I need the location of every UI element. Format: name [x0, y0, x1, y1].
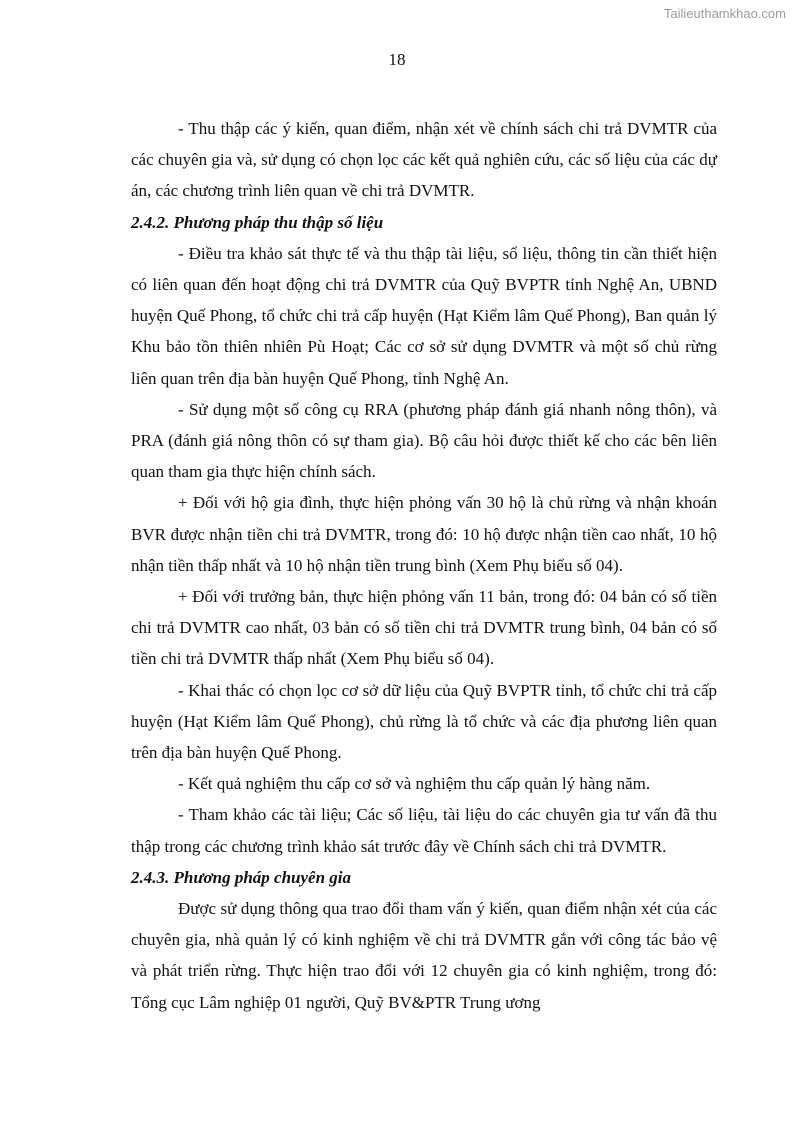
document-body — [131, 113, 717, 1018]
paragraph-households: + Đối với hộ gia đình, thực hiện phỏng vấn 30 hộ là chủ rừng và nhận khoán BVR được nhận tiền chi trả DVMTR, trong đó: 10 hộ được nhận tiền cao nhất, 10 hộ nhận tiền thấp nhất và 10 hộ nhận tiền trung bình (Xem Phụ biểu số 04). — [131, 493, 717, 575]
paragraph-field-survey: - Điều tra khảo sát thực tế và thu thập tài liệu, số liệu, thông tin cần thiết hiện có liên quan đến hoạt động chi trả DVMTR của Quỹ BVPTR tỉnh Nghệ An, UBND huyện Quế Phong, tổ chức chi trả cấp huyện (Hạt Kiểm lâm Quế Phong), Ban quản lý Khu bảo tồn thiên nhiên Pù Hoạt; Các cơ sở sử dụng DVMTR và một số chủ rừng liên quan trên địa bàn huyện Quế Phong, tỉnh Nghệ An. — [131, 243, 717, 388]
paragraph-acceptance-results: - Kết quả nghiệm thu cấp cơ sở và nghiệm thu cấp quản lý hàng năm. — [178, 774, 651, 794]
paragraph-rra-pra: - Sử dụng một số công cụ RRA (phương pháp đánh giá nhanh nông thôn), và PRA (đánh giá nông thôn có sự tham gia). Bộ câu hỏi được thiết kế cho các bên liên quan tham gia thực hiện chính sách. — [131, 399, 717, 482]
watermark: Tailieuthamkhao.com — [663, 6, 786, 21]
paragraph-expert-method: Được sử dụng thông qua trao đổi tham vấn ý kiến, quan điểm nhận xét của các chuyên gia, nhà quản lý có kinh nghiệm về chi trả DVMTR gắn với công tác bảo vệ và phát triển rừng. Thực hiện trao đổi với 12 chuyên gia có kinh nghiệm, trong đó: Tổng cục Lâm nghiệp 01 người, Quỹ BV&PTR Trung ương — [131, 899, 717, 1012]
paragraph-collect-opinions: - Thu thập các ý kiến, quan điểm, nhận xét về chính sách chi trả DVMTR của các chuyên gia và, sử dụng có chọn lọc các kết quả nghiên cứu, các số liệu của các dự án, các chương trình liên quan về chi trả DVMTR. — [131, 119, 717, 201]
section-heading-2-4-3: 2.4.3. Phương pháp chuyên gia — [131, 867, 352, 887]
section-heading-2-4-2: 2.4.2. Phương pháp thu thập số liệu — [131, 212, 384, 232]
page-number: 18 — [388, 50, 406, 69]
paragraph-village-heads: + Đối với trưởng bản, thực hiện phỏng vấn 11 bản, trong đó: 04 bản có số tiền chi trả DVMTR cao nhất, 03 bản có số tiền chi trả DVMTR trung bình, 04 bản có số tiền chi trả DVMTR thấp nhất (Xem Phụ biểu số 04). — [131, 587, 717, 669]
paragraph-references: - Tham khảo các tài liệu; Các số liệu, tài liệu do các chuyên gia tư vấn đã thu thập trong các chương trình khảo sát trước đây về Chính sách chi trả DVMTR. — [131, 805, 717, 856]
paragraph-database: - Khai thác có chọn lọc cơ sở dữ liệu của Quỹ BVPTR tỉnh, tổ chức chi trả cấp huyện (Hạt Kiểm lâm Quế Phong), chủ rừng là tổ chức và các địa phương liên quan trên địa bàn huyện Quế Phong. — [131, 680, 717, 763]
